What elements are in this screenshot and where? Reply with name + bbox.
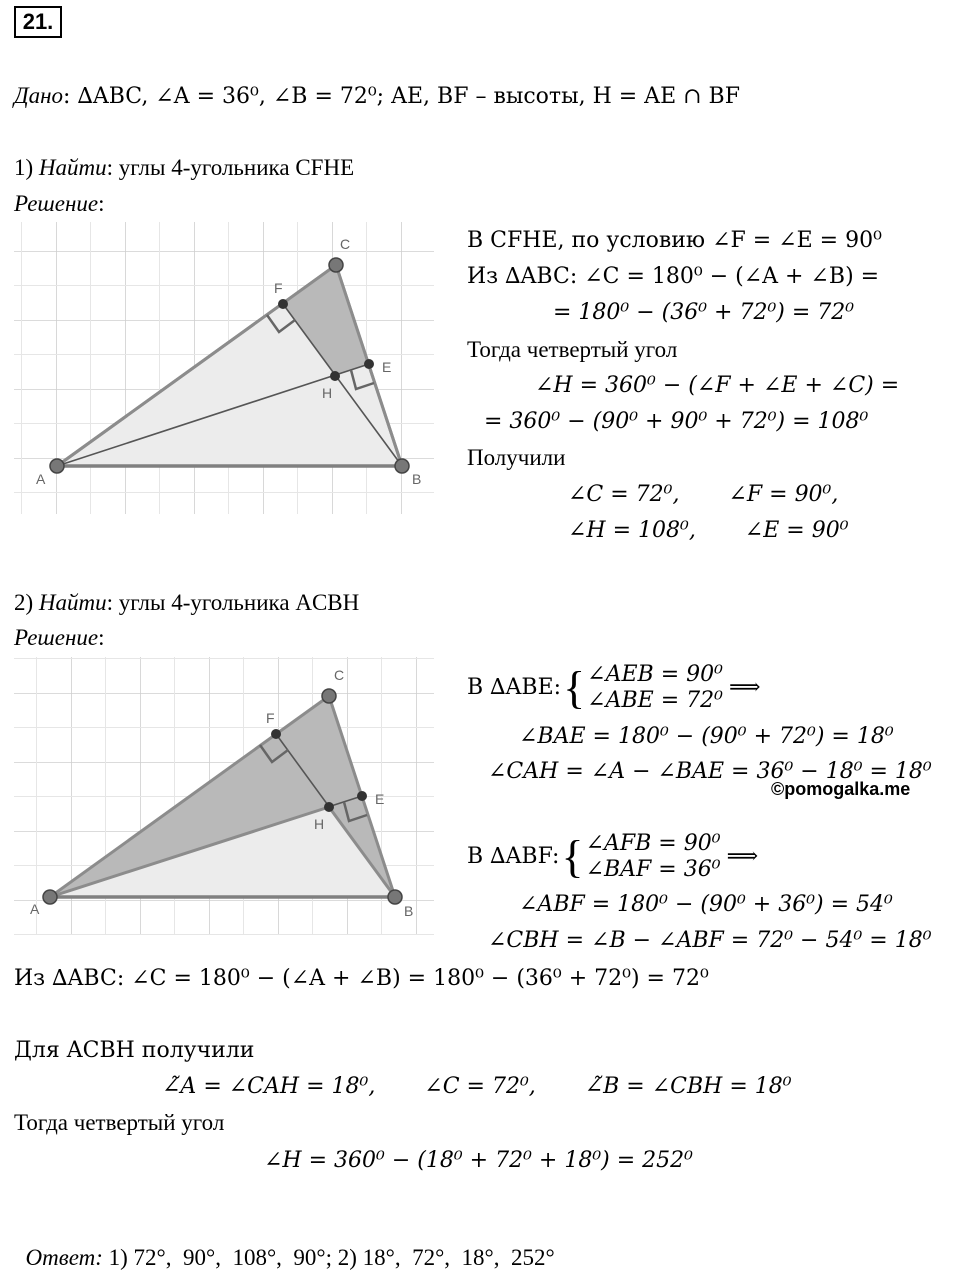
point-a-2 — [43, 890, 57, 904]
answer-label: Ответ: — [25, 1245, 103, 1270]
point-c — [329, 258, 343, 272]
problem-number: 21. — [14, 6, 62, 38]
point-h-2 — [324, 802, 334, 812]
p2-line-3: ∠CBH = ∠B − ∠ABF = 72⁰ − 54⁰ = 18⁰ — [488, 928, 932, 953]
abf-stack — [586, 831, 721, 883]
label-a-2: A — [30, 901, 40, 917]
abe-eq-1: ∠ABE = 72⁰ — [587, 688, 723, 713]
label-h: H — [322, 385, 333, 401]
p1-line-2: = 180⁰ − (36⁰ + 72⁰) = 72⁰ — [553, 300, 855, 325]
p1-line-5: = 360⁰ − (90⁰ + 90⁰ + 72⁰) = 108⁰ — [484, 409, 869, 434]
label-a: A — [36, 471, 46, 487]
p1-line-0: В CFHE, по условию ∠F = ∠E = 90⁰ — [467, 228, 882, 253]
p1-line-3: Тогда четвертый угол — [467, 337, 678, 362]
point-f — [278, 299, 288, 309]
point-b-2 — [388, 890, 402, 904]
label-b-2: B — [404, 903, 414, 919]
part2-solution-word: Решение — [14, 625, 99, 650]
part1-find-label: Найти — [38, 155, 107, 180]
part1-find-prefix: 1) — [14, 155, 39, 180]
p2-line-7: Тогда четвертый угол — [14, 1110, 225, 1135]
abe-brace: { — [563, 662, 586, 713]
label-h-2: H — [314, 816, 325, 832]
figure-1-triangle — [14, 222, 434, 514]
p2-line-4: Из ∆ABC: ∠C = 180⁰ − (∠A + ∠B) = 180⁰ − (36⁰ + 72⁰) = 72⁰ — [14, 966, 709, 991]
p2-line-8: ∠H = 360⁰ − (18⁰ + 72⁰ + 18⁰) = 252⁰ — [264, 1148, 693, 1173]
p2-line-0: ∠BAE = 180⁰ − (90⁰ + 72⁰) = 18⁰ — [519, 724, 894, 749]
part1-find-text: : углы 4-угольника CFHE — [106, 155, 355, 180]
part2-find-text: : углы 4-угольника ACBH — [106, 590, 360, 615]
point-c-2 — [322, 689, 336, 703]
part2-find-prefix: 2) — [14, 590, 39, 615]
label-c-2: C — [334, 667, 345, 683]
part1-find — [14, 154, 354, 182]
part1-solution-colon: : — [98, 191, 105, 216]
abf-brace: { — [561, 831, 584, 882]
p2-line-2: ∠ABF = 180⁰ − (90⁰ + 36⁰) = 54⁰ — [519, 892, 893, 917]
label-c: C — [340, 236, 351, 252]
point-f-2 — [271, 729, 281, 739]
abf-prefix: В ∆ABF: — [467, 844, 560, 869]
abe-prefix: В ∆ABE: — [467, 675, 562, 700]
point-h — [330, 371, 340, 381]
p1-line-1: Из ∆ABC: ∠C = 180⁰ − (∠A + ∠B) = — [467, 264, 880, 289]
abe-system — [467, 662, 760, 714]
abf-system — [467, 831, 758, 883]
label-b: B — [412, 471, 422, 487]
answer-line — [14, 1216, 555, 1272]
p1-line-8: ∠H = 108⁰, ∠E = 90⁰ — [568, 518, 849, 543]
abe-stack — [587, 662, 723, 714]
abe-implies: ⟹ — [728, 675, 761, 700]
answer-text: 1) 72°, 90°, 108°, 90°; 2) 18°, 72°, 18°, 252° — [102, 1245, 555, 1270]
label-f: F — [274, 280, 283, 296]
watermark: ©pomogalka.me — [771, 779, 911, 799]
point-e — [364, 359, 374, 369]
abf-implies: ⟹ — [726, 844, 759, 869]
label-f-2: F — [266, 710, 275, 726]
given-line — [14, 82, 740, 111]
part2-find — [14, 589, 359, 617]
p1-line-7: ∠C = 72⁰, ∠F = 90⁰, — [568, 482, 839, 507]
part2-solution-colon: : — [98, 625, 105, 650]
p1-line-6: Получили — [467, 445, 566, 470]
point-a — [50, 459, 64, 473]
given-label: Дано — [14, 83, 64, 108]
abf-eq-1: ∠BAF = 36⁰ — [585, 857, 721, 882]
p2-line-5: Для ACBH получили — [14, 1038, 255, 1063]
part2-find-label: Найти — [38, 590, 107, 615]
p2-line-6: ∠̃A = ∠CAH = 18⁰, ∠C = 72⁰, ∠̃B = ∠CBH = 18⁰ — [162, 1074, 792, 1099]
point-e-2 — [357, 791, 367, 801]
part1-solution-label — [14, 190, 105, 218]
label-e-2: E — [375, 791, 385, 807]
label-e: E — [382, 359, 392, 375]
p1-line-4: ∠H = 360⁰ − (∠F + ∠E + ∠C) = — [535, 373, 900, 398]
part1-solution-word: Решение — [14, 191, 99, 216]
p2-line-1: ∠CAH = ∠A − ∠BAE = 36⁰ − 18⁰ = 18⁰ — [488, 759, 932, 784]
figure-2-triangle — [14, 657, 434, 935]
part2-solution-label — [14, 624, 105, 652]
abe-eq-0: ∠AEB = 90⁰ — [587, 662, 723, 687]
point-b — [395, 459, 409, 473]
given-text: : ∆ABC, ∠A = 36⁰, ∠B = 72⁰; AE, BF – высоты, H = AE ∩ BF — [63, 84, 740, 109]
abf-eq-0: ∠AFB = 90⁰ — [585, 831, 721, 856]
